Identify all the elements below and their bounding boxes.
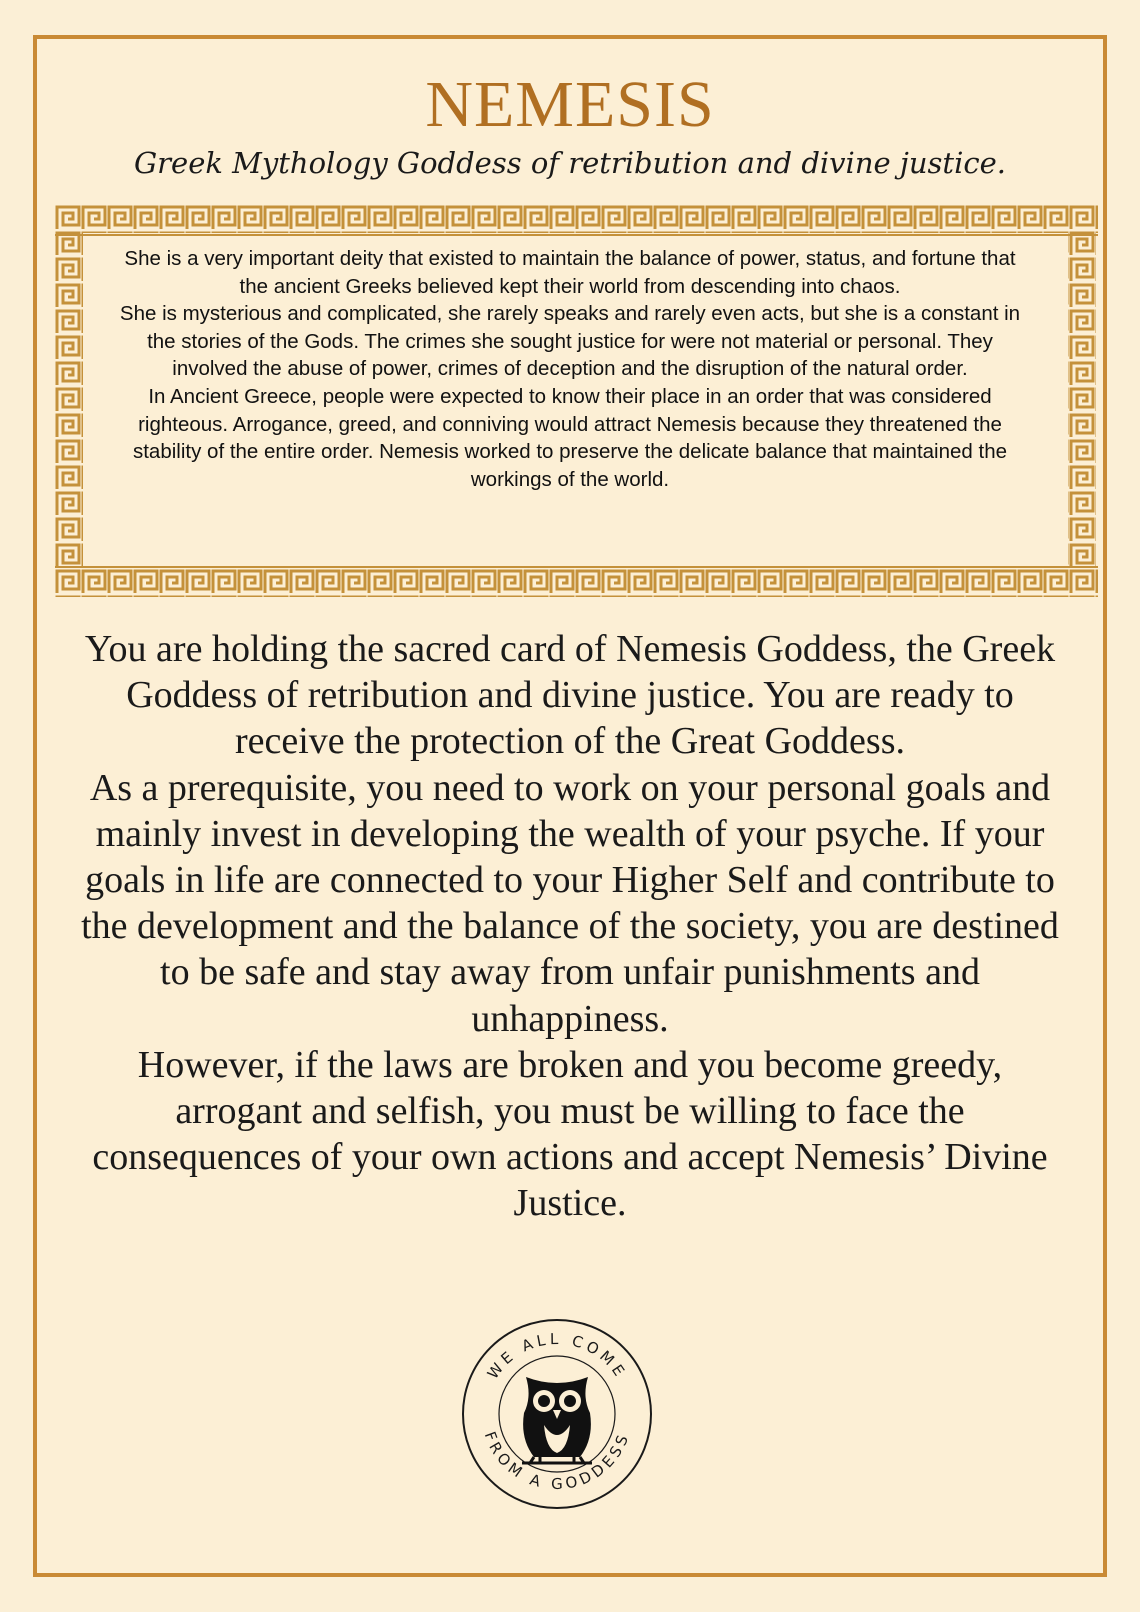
card-title: NEMESIS xyxy=(425,68,715,141)
message-paragraph: You are holding the sacred card of Nemesis Goddess, the Greek Goddess of retribution and divine justice. You are ready to receive the protection of the Great Goddess. xyxy=(84,628,1056,763)
message-paragraph: However, if the laws are broken and you become greedy, arrogant and selfish, you must be willing to face the consequences of your own actions and accept Nemesis’ Divine Justice. xyxy=(92,1043,1048,1225)
card-message xyxy=(75,626,1065,1227)
goddess-logo xyxy=(460,1317,654,1511)
owl-icon xyxy=(460,1317,654,1511)
intro-paragraph: She is a very important deity that existed to maintain the balance of power, status, and fortune that the ancient Greeks believed kept their world from descending into chaos. xyxy=(124,247,1016,298)
intro-paragraph: In Ancient Greece, people were expected to know their place in an order that was considered righteous. Arrogance, greed, and conniving would attract Nemesis because they threatened the stability of the entire order. Nemesis worked to preserve the delicate balance that maintained the workings of the world. xyxy=(132,384,1007,491)
message-paragraph: As a prerequisite, you need to work on your personal goals and mainly invest in developing the wealth of your psyche. If your goals in life are connected to your Higher Self and contribute to the development and the balance of the society, you are destined to be safe and stay away from unfair punishments and unhappiness. xyxy=(81,766,1059,1040)
intro-text xyxy=(110,245,1030,493)
intro-paragraph: She is mysterious and complicated, she rarely speaks and rarely even acts, but she is a constant in the stories of the Gods. The crimes she sought justice for were not material or personal. They involved the abuse of power, crimes of deception and the disruption of the natural order. xyxy=(119,302,1021,381)
logo-text-top: WE ALL COME xyxy=(483,1329,631,1383)
logo-text-bottom: FROM A GODDESS xyxy=(480,1429,634,1494)
card-subtitle: Greek Mythology Goddess of retribution and divine justice. xyxy=(134,146,1006,180)
